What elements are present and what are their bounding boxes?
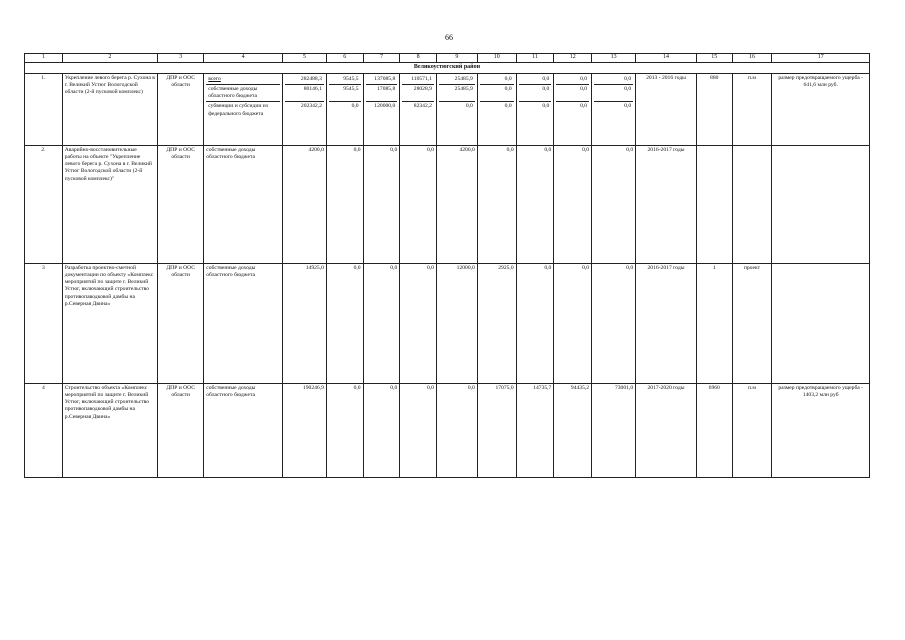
column-number: 16 — [732, 54, 772, 63]
amount: 0,0 — [477, 145, 516, 263]
expected-result: размер предотвращаемого ущерба - 641,6 млн руб. — [772, 73, 870, 145]
amount: 0,0 — [326, 145, 363, 263]
executor: ДПР и ООС области — [158, 263, 204, 383]
activity-name: Разработка проектно-сметной документации по объекту «Комплекс мероприятий по защите г. Великий Устюг, включающий строительство противопаводковой дамбы на р.Северная Двина» — [62, 263, 157, 383]
activity-name: Укрепление левого берега р. Сухона в г. Великий Устюг Вологодской области (2-й пусковой комплекс) — [62, 73, 157, 145]
unit: п.м — [732, 73, 772, 145]
table-row — [25, 263, 870, 383]
unit — [732, 145, 772, 263]
amount: 0,0 — [594, 75, 633, 85]
period: 2016-2017 годы — [636, 263, 697, 383]
quantity: 880 — [696, 73, 732, 145]
amount: 120000,0 — [374, 102, 396, 109]
amount: 25485,9 — [439, 84, 475, 101]
amount: 0,0 — [554, 145, 592, 263]
funding-source-label: собственные доходы областного бюджета — [206, 84, 280, 102]
column-number: 8 — [400, 54, 437, 63]
unit: п.м — [732, 383, 772, 477]
table-row — [25, 383, 870, 477]
district-row — [25, 62, 870, 73]
amount: 0,0 — [351, 102, 359, 109]
amount: 0,0 — [326, 263, 363, 383]
amount: 0,0 — [519, 84, 552, 101]
amount-cell — [592, 73, 636, 145]
amount: 0,0 — [400, 145, 437, 263]
amount-cell — [326, 73, 363, 145]
amount: 14925,0 — [282, 263, 326, 383]
unit: проект — [732, 263, 772, 383]
column-number: 12 — [554, 54, 592, 63]
page-number: 66 — [445, 33, 453, 42]
amount: 0,0 — [542, 102, 550, 109]
amount: 0,0 — [326, 383, 363, 477]
quantity: 6960 — [696, 383, 732, 477]
amount: 0,0 — [400, 383, 437, 477]
column-number: 11 — [516, 54, 554, 63]
amount: 110571,1 — [402, 75, 434, 85]
amount: 0,0 — [436, 383, 477, 477]
activity-name: Строительство объекта «Комплекс мероприятий по защите г. Великий Устюг, включающий строительство противопаводковой дамбы на р.Северная Двина» — [62, 383, 157, 477]
funding-source-label: собственные доходы областного бюджета — [204, 263, 283, 383]
amount: 9545,5 — [329, 84, 361, 101]
row-number: 2. — [25, 145, 63, 263]
amount: 0,0 — [516, 145, 554, 263]
amount: 0,0 — [556, 75, 589, 85]
amount: 17075,0 — [477, 383, 516, 477]
row-number: 3 — [25, 263, 63, 383]
row-number: 1. — [25, 73, 63, 145]
period: 2017-2020 годы — [636, 383, 697, 477]
amount: 202342,2 — [300, 102, 322, 109]
amount: 94435,2 — [554, 383, 592, 477]
amount: 0,0 — [624, 102, 632, 109]
period: 2013 - 2016 годы — [636, 73, 697, 145]
column-number-row — [25, 54, 870, 63]
amount: 0,0 — [400, 263, 437, 383]
amount: 0,0 — [556, 84, 589, 101]
executor: ДПР и ООС области — [158, 145, 204, 263]
column-number: 7 — [363, 54, 400, 63]
amount: 0,0 — [480, 75, 514, 85]
column-number: 17 — [772, 54, 870, 63]
column-number: 2 — [62, 54, 157, 63]
amount-cell — [516, 73, 554, 145]
column-number: 10 — [477, 54, 516, 63]
column-number: 5 — [282, 54, 326, 63]
table-row — [25, 73, 870, 145]
amount: 0,0 — [516, 263, 554, 383]
expected-result — [772, 145, 870, 263]
expected-result — [772, 263, 870, 383]
amount: 14735,7 — [516, 383, 554, 477]
column-number: 6 — [326, 54, 363, 63]
amount-cell — [477, 73, 516, 145]
column-number: 13 — [592, 54, 636, 63]
funding-source-label: собственные доходы областного бюджета — [204, 145, 283, 263]
amount: 0,0 — [363, 383, 400, 477]
amount: 0,0 — [580, 102, 588, 109]
row-number: 4 — [25, 383, 63, 477]
amount-cell — [363, 73, 400, 145]
column-number: 1 — [25, 54, 63, 63]
column-number: 14 — [636, 54, 697, 63]
period: 2016-2017 годы — [636, 145, 697, 263]
amount: 0,0 — [504, 102, 512, 109]
amount: 0,0 — [465, 102, 473, 109]
amount: 190246,9 — [282, 383, 326, 477]
amount: 80146,1 — [285, 84, 324, 101]
funding-sources — [204, 73, 283, 145]
program-activities-table — [24, 53, 870, 478]
column-number: 15 — [696, 54, 732, 63]
amount: 282488,3 — [285, 75, 324, 85]
amount: 0,0 — [554, 263, 592, 383]
amount: 0,0 — [519, 75, 552, 85]
funding-source-label: собственные доходы областного бюджета — [204, 383, 283, 477]
amount: 0,0 — [594, 84, 633, 101]
amount: 0,0 — [363, 145, 400, 263]
district-name: Великоустюгский район — [25, 62, 870, 73]
amount: 28028,9 — [402, 84, 434, 101]
amount: 17085,8 — [366, 84, 398, 101]
amount: 0,0 — [592, 145, 636, 263]
funding-source-label: всего — [206, 75, 280, 85]
funding-source-label: субвенции и субсидии из федерального бюджета — [208, 103, 268, 117]
amount-cell — [282, 73, 326, 145]
amount: 0,0 — [480, 84, 514, 101]
activity-name: Аварийно-восстановительные работы на объекте "Укрепление левого берега р. Сухона в г. Великий Устюг Вологодской области (2-й пусковой комплекс)" — [62, 145, 157, 263]
quantity — [696, 145, 732, 263]
column-number: 3 — [158, 54, 204, 63]
amount: 137085,8 — [366, 75, 398, 85]
executor: ДПР и ООС области — [158, 383, 204, 477]
expected-result: размер предотвращаемого ущерба - 1403,2 млн руб — [772, 383, 870, 477]
amount-cell — [436, 73, 477, 145]
executor: ДПР и ООС области — [158, 73, 204, 145]
amount: 12000,0 — [436, 263, 477, 383]
amount: 0,0 — [363, 263, 400, 383]
amount: 73001,0 — [592, 383, 636, 477]
column-number: 4 — [204, 54, 283, 63]
amount: 4200,0 — [282, 145, 326, 263]
amount: 0,0 — [592, 263, 636, 383]
amount-cell — [554, 73, 592, 145]
amount: 4200,0 — [436, 145, 477, 263]
amount: 2925,0 — [477, 263, 516, 383]
quantity: 1 — [696, 263, 732, 383]
column-number: 9 — [436, 54, 477, 63]
amount-cell — [400, 73, 437, 145]
amount: 9545,5 — [329, 75, 361, 85]
table-row — [25, 145, 870, 263]
amount: 25485,9 — [439, 75, 475, 85]
amount: 82342,2 — [413, 102, 432, 109]
